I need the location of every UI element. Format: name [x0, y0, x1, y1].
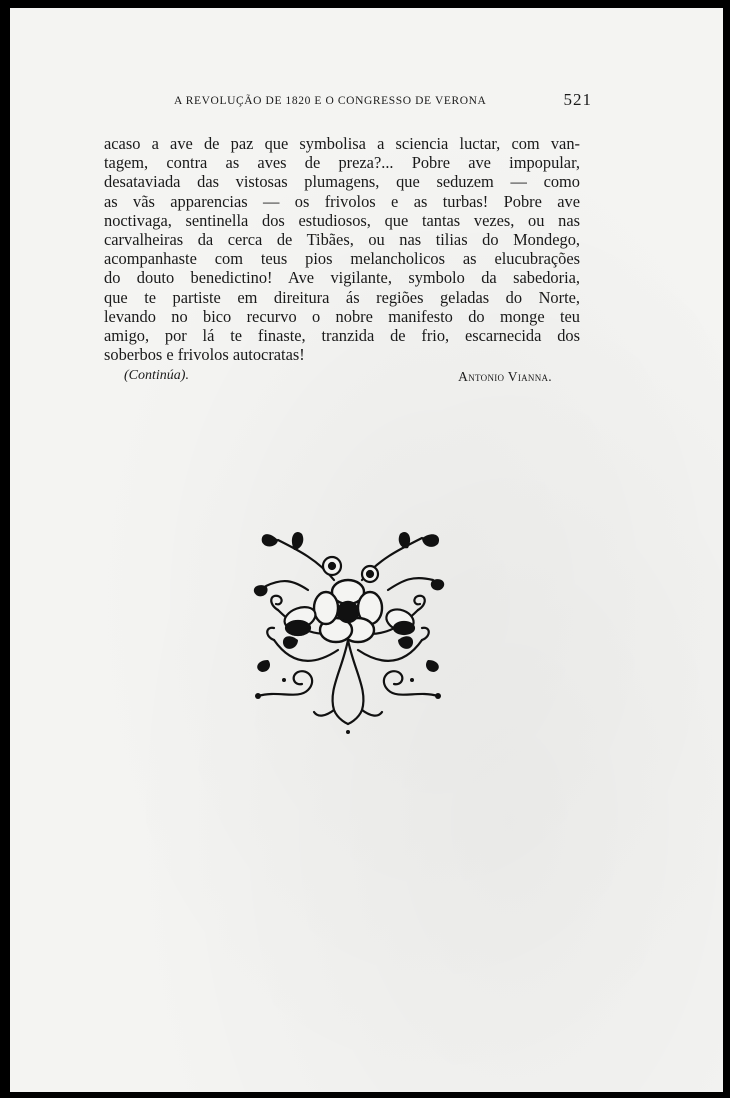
page-header	[162, 90, 592, 114]
body-paragraph	[104, 134, 580, 364]
text-line-last: soberbos e frivolos autocratas!	[104, 345, 305, 365]
book-page	[10, 8, 723, 1092]
text-line: as vãs apparencias — os frivolos e as turbas! Pobre ave	[104, 191, 580, 211]
text-line: tagem, contra as aves de preza?... Pobre ave impopular,	[104, 153, 580, 173]
running-title: A REVOLUÇÃO DE 1820 E O CONGRESSO DE VERONA	[174, 95, 487, 107]
text-line: acaso a ave de paz que symbolisa a sciencia luctar, com van-	[104, 134, 580, 153]
signature-row	[124, 368, 552, 388]
continua-note: (Continúa).	[124, 368, 189, 383]
text-line: desataviada das vistosas plumagens, que seduzem — como	[104, 172, 580, 192]
text-line: amigo, por lá te finaste, tranzida de frio, escarnecida dos	[104, 325, 580, 345]
text-line: do douto benedictino! Ave vigilante, symbolo da sabedoria,	[104, 268, 580, 288]
text-line: noctivaga, sentinella dos estudiosos, que tantas vezes, ou nas	[104, 210, 580, 230]
author-signature: Antonio Vianna.	[458, 369, 552, 384]
text-line: levando no bico recurvo o nobre manifesto do monge teu	[104, 306, 580, 326]
text-line: acompanhaste com teus pios melancholicos as elucubrações	[104, 249, 580, 269]
page-number: 521	[563, 90, 592, 109]
text-line: carvalheiras da cerca de Tibães, ou nas tilias do Mondego,	[104, 229, 580, 249]
text-line: que te partiste em direitura ás regiões geladas do Norte,	[104, 287, 580, 307]
floral-ornament-icon	[238, 520, 458, 740]
